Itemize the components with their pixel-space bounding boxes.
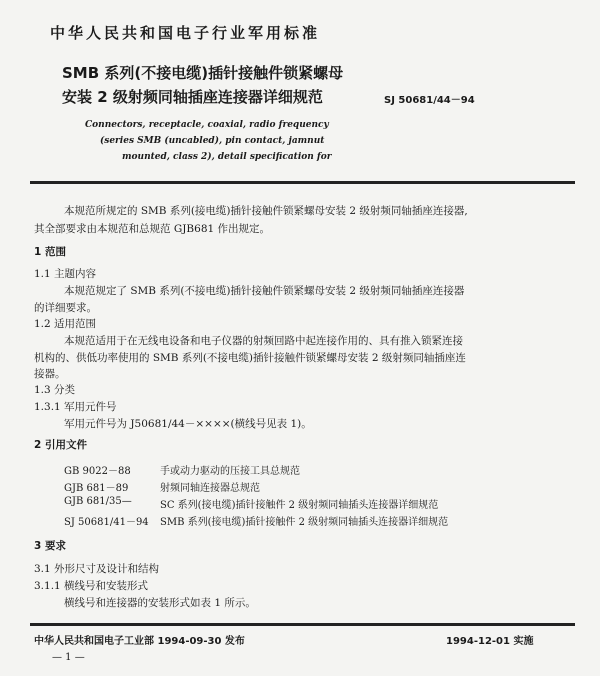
section-3-heading: 3 要求 [34, 540, 66, 552]
ref-title: SMB 系列(接电缆)插针接触件 2 级射频同轴插头连接器详细规范 [160, 517, 449, 528]
ref-title: 射频同轴连接器总规范 [160, 483, 260, 494]
english-title-line-1: Connectors, receptacle, coaxial, radio frequency [85, 120, 329, 130]
ref-code: SJ 50681/41－94 [64, 517, 149, 528]
english-title-line-3: mounted, class 2), detail specification for [122, 152, 332, 162]
section-1-1-line-1: 本规范规定了 SMB 系列(不接电缆)插针接触件锁紧螺母安装 2 级射频同轴插座连接器 [64, 285, 465, 297]
english-title-line-2: (series SMB (uncabled), pin contact, jamnut [100, 136, 325, 146]
title-divider [30, 181, 575, 184]
section-2-heading: 2 引用文件 [34, 439, 87, 451]
ref-code: GB 9022－88 [64, 466, 131, 477]
section-3-1-1-heading: 3.1.1 横线号和安装形式 [34, 580, 149, 592]
section-3-1-heading: 3.1 外形尺寸及设计和结构 [34, 563, 160, 575]
section-1-2-line-1: 本规范适用于在无线电设备和电子仪器的射频回路中起连接作用的、具有推入锁紧连接 [64, 335, 463, 347]
section-1-2-line-3: 接器。 [34, 368, 66, 380]
section-1-2-heading: 1.2 适用范围 [34, 318, 97, 330]
issuer-date: 中华人民共和国电子工业部 1994-09-30 发布 [34, 636, 245, 647]
ref-code: GJB 681/35— [64, 496, 132, 507]
standard-code: SJ 50681/44－94 [384, 95, 475, 106]
ref-title: 手或动力驱动的压接工具总规范 [160, 466, 300, 477]
effective-date: 1994-12-01 实施 [446, 636, 534, 647]
title-line-2: 安装 2 级射频同轴插座连接器详细规范 [62, 88, 323, 106]
section-3-1-1-line-1: 横线号和连接器的安装形式如表 1 所示。 [64, 597, 256, 609]
footer-divider [30, 623, 575, 626]
title-line-1: SMB 系列(不接电缆)插针接触件锁紧螺母 [62, 64, 344, 82]
ref-code: GJB 681－89 [64, 483, 129, 494]
section-1-1-line-2: 的详细要求。 [34, 302, 97, 314]
issuing-header: 中华人民共和国电子行业军用标准 [50, 24, 321, 42]
section-1-3-1-line-1: 军用元件号为 J50681/44－××××(横线号见表 1)。 [64, 418, 312, 430]
ref-title: SC 系列(接电缆)插针接触件 2 级射频同轴插头连接器详细规范 [160, 500, 439, 511]
intro-line-2: 其全部要求由本规范和总规范 GJB681 作出规定。 [34, 223, 271, 235]
section-1-3-1-heading: 1.3.1 军用元件号 [34, 401, 117, 413]
page-number: — 1 — [52, 652, 85, 663]
intro-line-1: 本规范所规定的 SMB 系列(接电缆)插针接触件锁紧螺母安装 2 级射频同轴插座连接器, [64, 205, 468, 217]
section-1-3-heading: 1.3 分类 [34, 384, 76, 396]
section-1-1-heading: 1.1 主题内容 [34, 268, 97, 280]
section-1-heading: 1 范围 [34, 246, 66, 258]
section-1-2-line-2: 机构的、供低功率使用的 SMB 系列(不接电缆)插针接触件锁紧螺母安装 2 级射频同轴插座连 [34, 352, 466, 364]
